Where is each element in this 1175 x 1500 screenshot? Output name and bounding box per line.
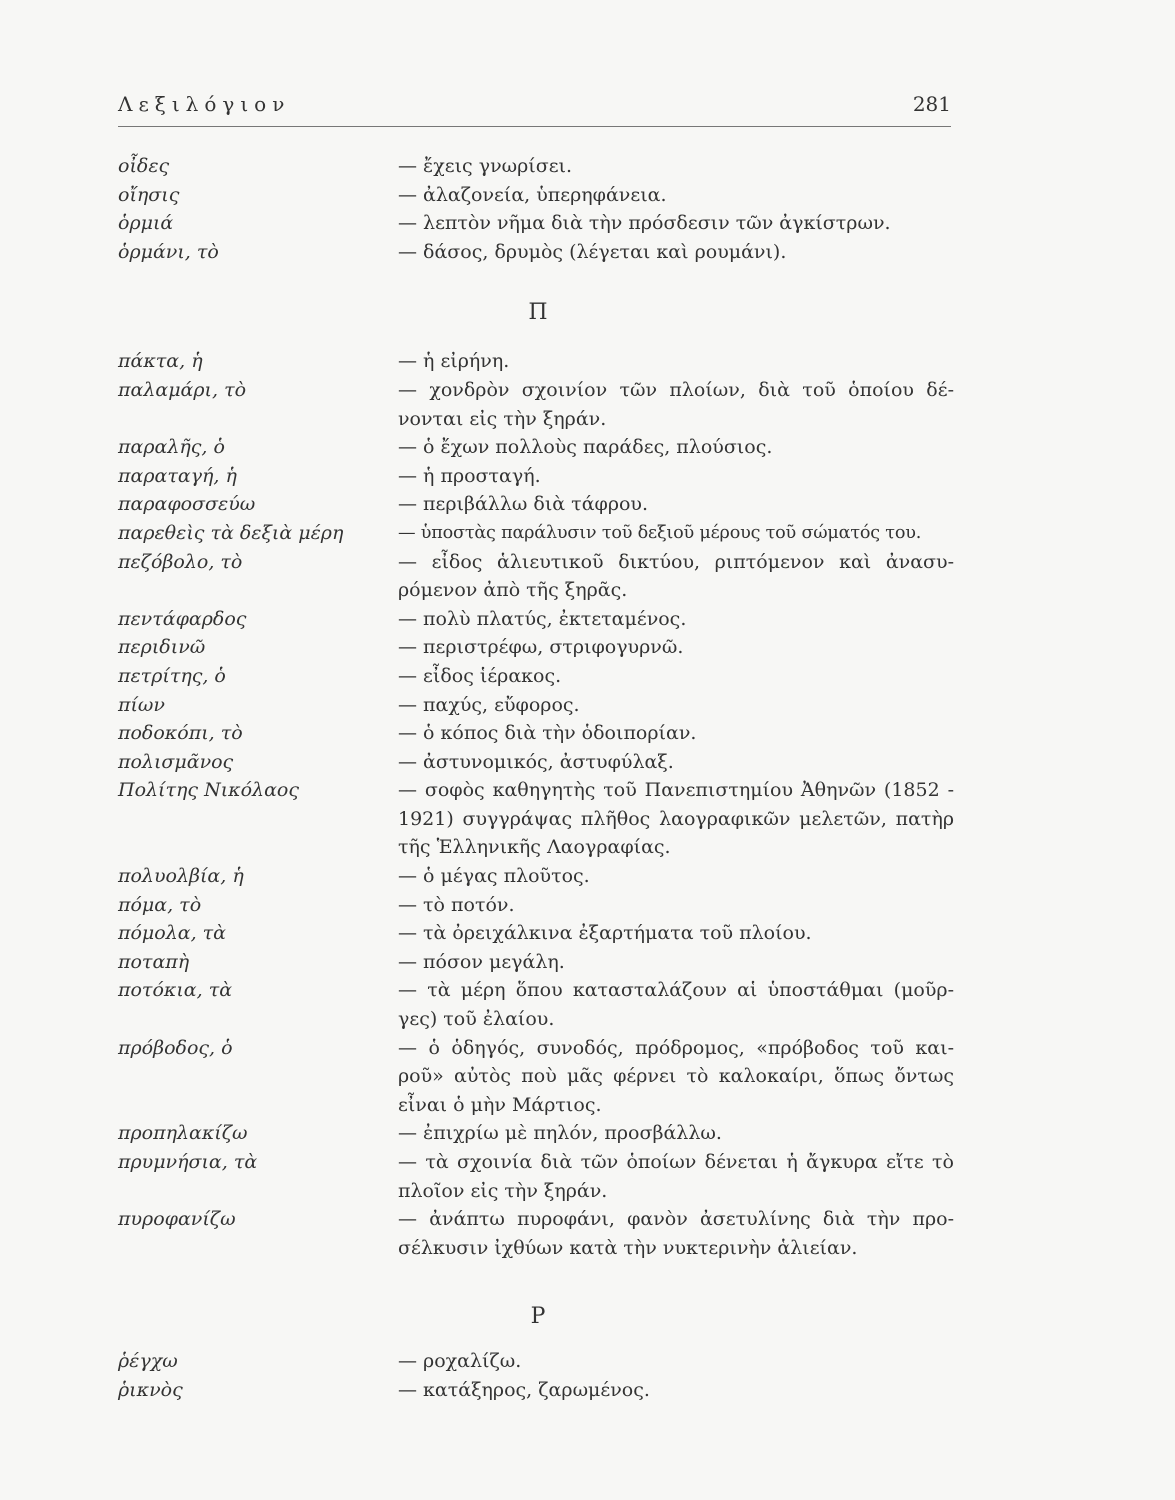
- glossary-entry: [118, 976, 958, 1033]
- entry-definition: — ἀλαζονεία, ὑπερηφάνεια.: [398, 183, 667, 206]
- entry-definition: — ροχαλίζω.: [398, 1350, 522, 1373]
- entry-definition: — ὑποστὰς παράλυσιν τοῦ δεξιοῦ μέρους τοῦ σώματός του.: [398, 522, 922, 543]
- entry-term: πρυμνήσια, τὰ: [118, 1151, 258, 1173]
- glossary-entry: [118, 691, 958, 720]
- entry-term: πεζόβολο, τὸ: [118, 550, 243, 573]
- entry-term: ῥικνὸς: [118, 1378, 183, 1401]
- entry-definition: — ὁ μέγας πλοῦτος.: [398, 865, 590, 888]
- entry-definition: — λεπτὸν νῆμα διὰ τὴν πρόσδεσιν τῶν ἀγκίστρων.: [398, 212, 891, 235]
- entry-definition: — τὰ σχοινία διὰ τῶν ὁποίων δένεται ἡ ἄγκυρα εἴτε τὸ πλοῖον εἰς τὴν ξηράν.: [398, 1151, 954, 1202]
- glossary-entry: [118, 1376, 958, 1405]
- glossary-entry: [118, 462, 958, 491]
- entry-term: ὁρμιά: [118, 212, 174, 235]
- entry-term: ποδοκόπι, τὸ: [118, 722, 243, 745]
- entry-definition: — εἶδος ἁλιευτικοῦ δικτύου, ριπτόμενον καὶ ἀνασυ-ρόμενον ἀπὸ τῆς ξηρᾶς.: [398, 550, 954, 602]
- entry-term: ὁρμάνι, τὸ: [118, 240, 219, 263]
- entry-definition: — ἀνάπτω πυροφάνι, φανὸν ἀσετυλίνης διὰ τὴν προ-σέλκυσιν ἰχθύων κατὰ τὴν νυκτερινὴν ἁλιείαν.: [398, 1208, 954, 1259]
- entry-definition: — εἶδος ἱέρακος.: [398, 664, 562, 687]
- glossary-entry: [118, 862, 958, 891]
- glossary-entry: [118, 548, 958, 605]
- glossary-entry: [118, 347, 958, 376]
- glossary-entry: [118, 948, 958, 977]
- glossary-entry: [118, 776, 958, 862]
- entry-definition: — ἀστυνομικός, ἀστυφύλαξ.: [398, 750, 674, 773]
- entry-definition: — σοφὸς καθηγητὴς τοῦ Πανεπιστημίου Ἀθηνῶν (1852 - 1921) συγγράψας πλῆθος λαογραφικῶν μελετῶν, πατὴρ τῆς Ἑλληνικῆς Λαογραφίας.: [398, 779, 954, 859]
- entry-term: παραταγή, ἡ: [118, 464, 237, 487]
- entry-term: πολυολβία, ἡ: [118, 865, 244, 888]
- entry-term: περιδινῶ: [118, 636, 206, 659]
- entry-term: πόμα, τὸ: [118, 893, 202, 916]
- glossary-entry: [118, 519, 958, 548]
- entry-definition: — περιβάλλω διὰ τάφρου.: [398, 493, 649, 516]
- entry-term: οἶδες: [118, 155, 170, 177]
- glossary-entry: [118, 376, 958, 433]
- entry-term: παραφοσσεύω: [118, 493, 256, 516]
- glossary-entry: [118, 633, 958, 662]
- entry-definition: — τὰ μέρη ὅπου κατασταλάζουν αἱ ὑποστάθμαι (μοῦρ-γες) τοῦ ἐλαίου.: [398, 979, 954, 1031]
- glossary-entry: [118, 1205, 958, 1262]
- glossary-entry: [118, 891, 958, 920]
- glossary-entry: [118, 181, 958, 210]
- entry-definition: — δάσος, δρυμὸς (λέγεται καὶ ρουμάνι).: [398, 240, 787, 263]
- glossary-entry: [118, 1347, 958, 1376]
- entry-term: ποταπὴ: [118, 950, 190, 973]
- glossary-entry: [118, 1119, 958, 1148]
- entry-term: ῥέγχω: [118, 1350, 178, 1373]
- entry-term: πεντάφαρδος: [118, 607, 247, 630]
- entry-term: πίων: [118, 693, 165, 716]
- entry-definition: — κατάξηρος, ζαρωμένος.: [398, 1378, 650, 1401]
- entry-term: παλαμάρι, τὸ: [118, 378, 247, 401]
- letter-heading-pi: Π: [528, 300, 548, 326]
- entry-definition: — ὁ κόπος διὰ τὴν ὁδοιπορίαν.: [398, 722, 697, 745]
- entry-term: παραλῆς, ὁ: [118, 436, 225, 459]
- glossary-entry: [118, 152, 958, 181]
- glossary-entry: [118, 748, 958, 777]
- letter-heading-rho: Ρ: [530, 1304, 546, 1330]
- entry-term: οἴησις: [118, 183, 180, 206]
- entry-term: πυροφανίζω: [118, 1208, 236, 1231]
- glossary-entry: [118, 238, 958, 267]
- entry-term: πολισμᾶνος: [118, 750, 234, 773]
- entry-definition: — περιστρέφω, στριφογυρνῶ.: [398, 636, 684, 659]
- entry-definition: — τὸ ποτόν.: [398, 893, 515, 916]
- glossary-entry: [118, 1148, 958, 1205]
- entry-definition: — τὰ ὀρειχάλκινα ἐξαρτήματα τοῦ πλοίου.: [398, 922, 812, 945]
- glossary-entry: [118, 433, 958, 462]
- entry-definition: — πόσον μεγάλη.: [398, 950, 565, 973]
- entry-definition: — χονδρὸν σχοινίον τῶν πλοίων, διὰ τοῦ ὁποίου δέ-νονται εἰς τὴν ξηράν.: [398, 378, 954, 430]
- entry-definition: — ὁ ὁδηγός, συνοδός, πρόδρομος, «πρόβοδος τοῦ και-ροῦ» αὐτὸς ποὺ μᾶς φέρνει τὸ καλοκαίρι, ὅπως ὄντως εἶναι ὁ μὴν Μάρτιος.: [398, 1036, 954, 1116]
- running-title: Λεξιλόγιον: [118, 92, 291, 116]
- page-number: 281: [912, 92, 951, 116]
- entry-term: πάκτα, ἡ: [118, 350, 203, 373]
- entry-term: πρόβοδος, ὁ: [118, 1036, 233, 1059]
- entry-term: Πολίτης Νικόλαος: [118, 779, 300, 802]
- glossary-entry: [118, 919, 958, 948]
- glossary-entry: [118, 1034, 958, 1120]
- entry-definition: — παχύς, εὔφορος.: [398, 693, 580, 716]
- glossary-entries: [118, 152, 958, 1405]
- entry-term: πόμολα, τὰ: [118, 922, 227, 945]
- page-header: [118, 90, 951, 127]
- entry-term: προπηλακίζω: [118, 1122, 248, 1145]
- entry-term: παρεθεὶς τὰ δεξιὰ μέρη: [118, 521, 344, 544]
- entry-definition: — ἐπιχρίω μὲ πηλόν, προσβάλλω.: [398, 1122, 722, 1145]
- entry-definition: — ἡ προσταγή.: [398, 464, 541, 487]
- entry-term: ποτόκια, τὰ: [118, 979, 233, 1002]
- entry-term: πετρίτης, ὁ: [118, 664, 226, 687]
- glossary-entry: [118, 605, 958, 634]
- glossary-entry: [118, 490, 958, 519]
- entry-definition: — ἔχεις γνωρίσει.: [398, 155, 573, 177]
- entry-definition: — ὁ ἔχων πολλοὺς παράδες, πλούσιος.: [398, 436, 773, 459]
- glossary-entry: [118, 719, 958, 748]
- glossary-entry: [118, 662, 958, 691]
- entry-definition: — πολὺ πλατύς, ἐκτεταμένος.: [398, 607, 687, 630]
- glossary-entry: [118, 209, 958, 238]
- entry-definition: — ἡ εἰρήνη.: [398, 350, 510, 373]
